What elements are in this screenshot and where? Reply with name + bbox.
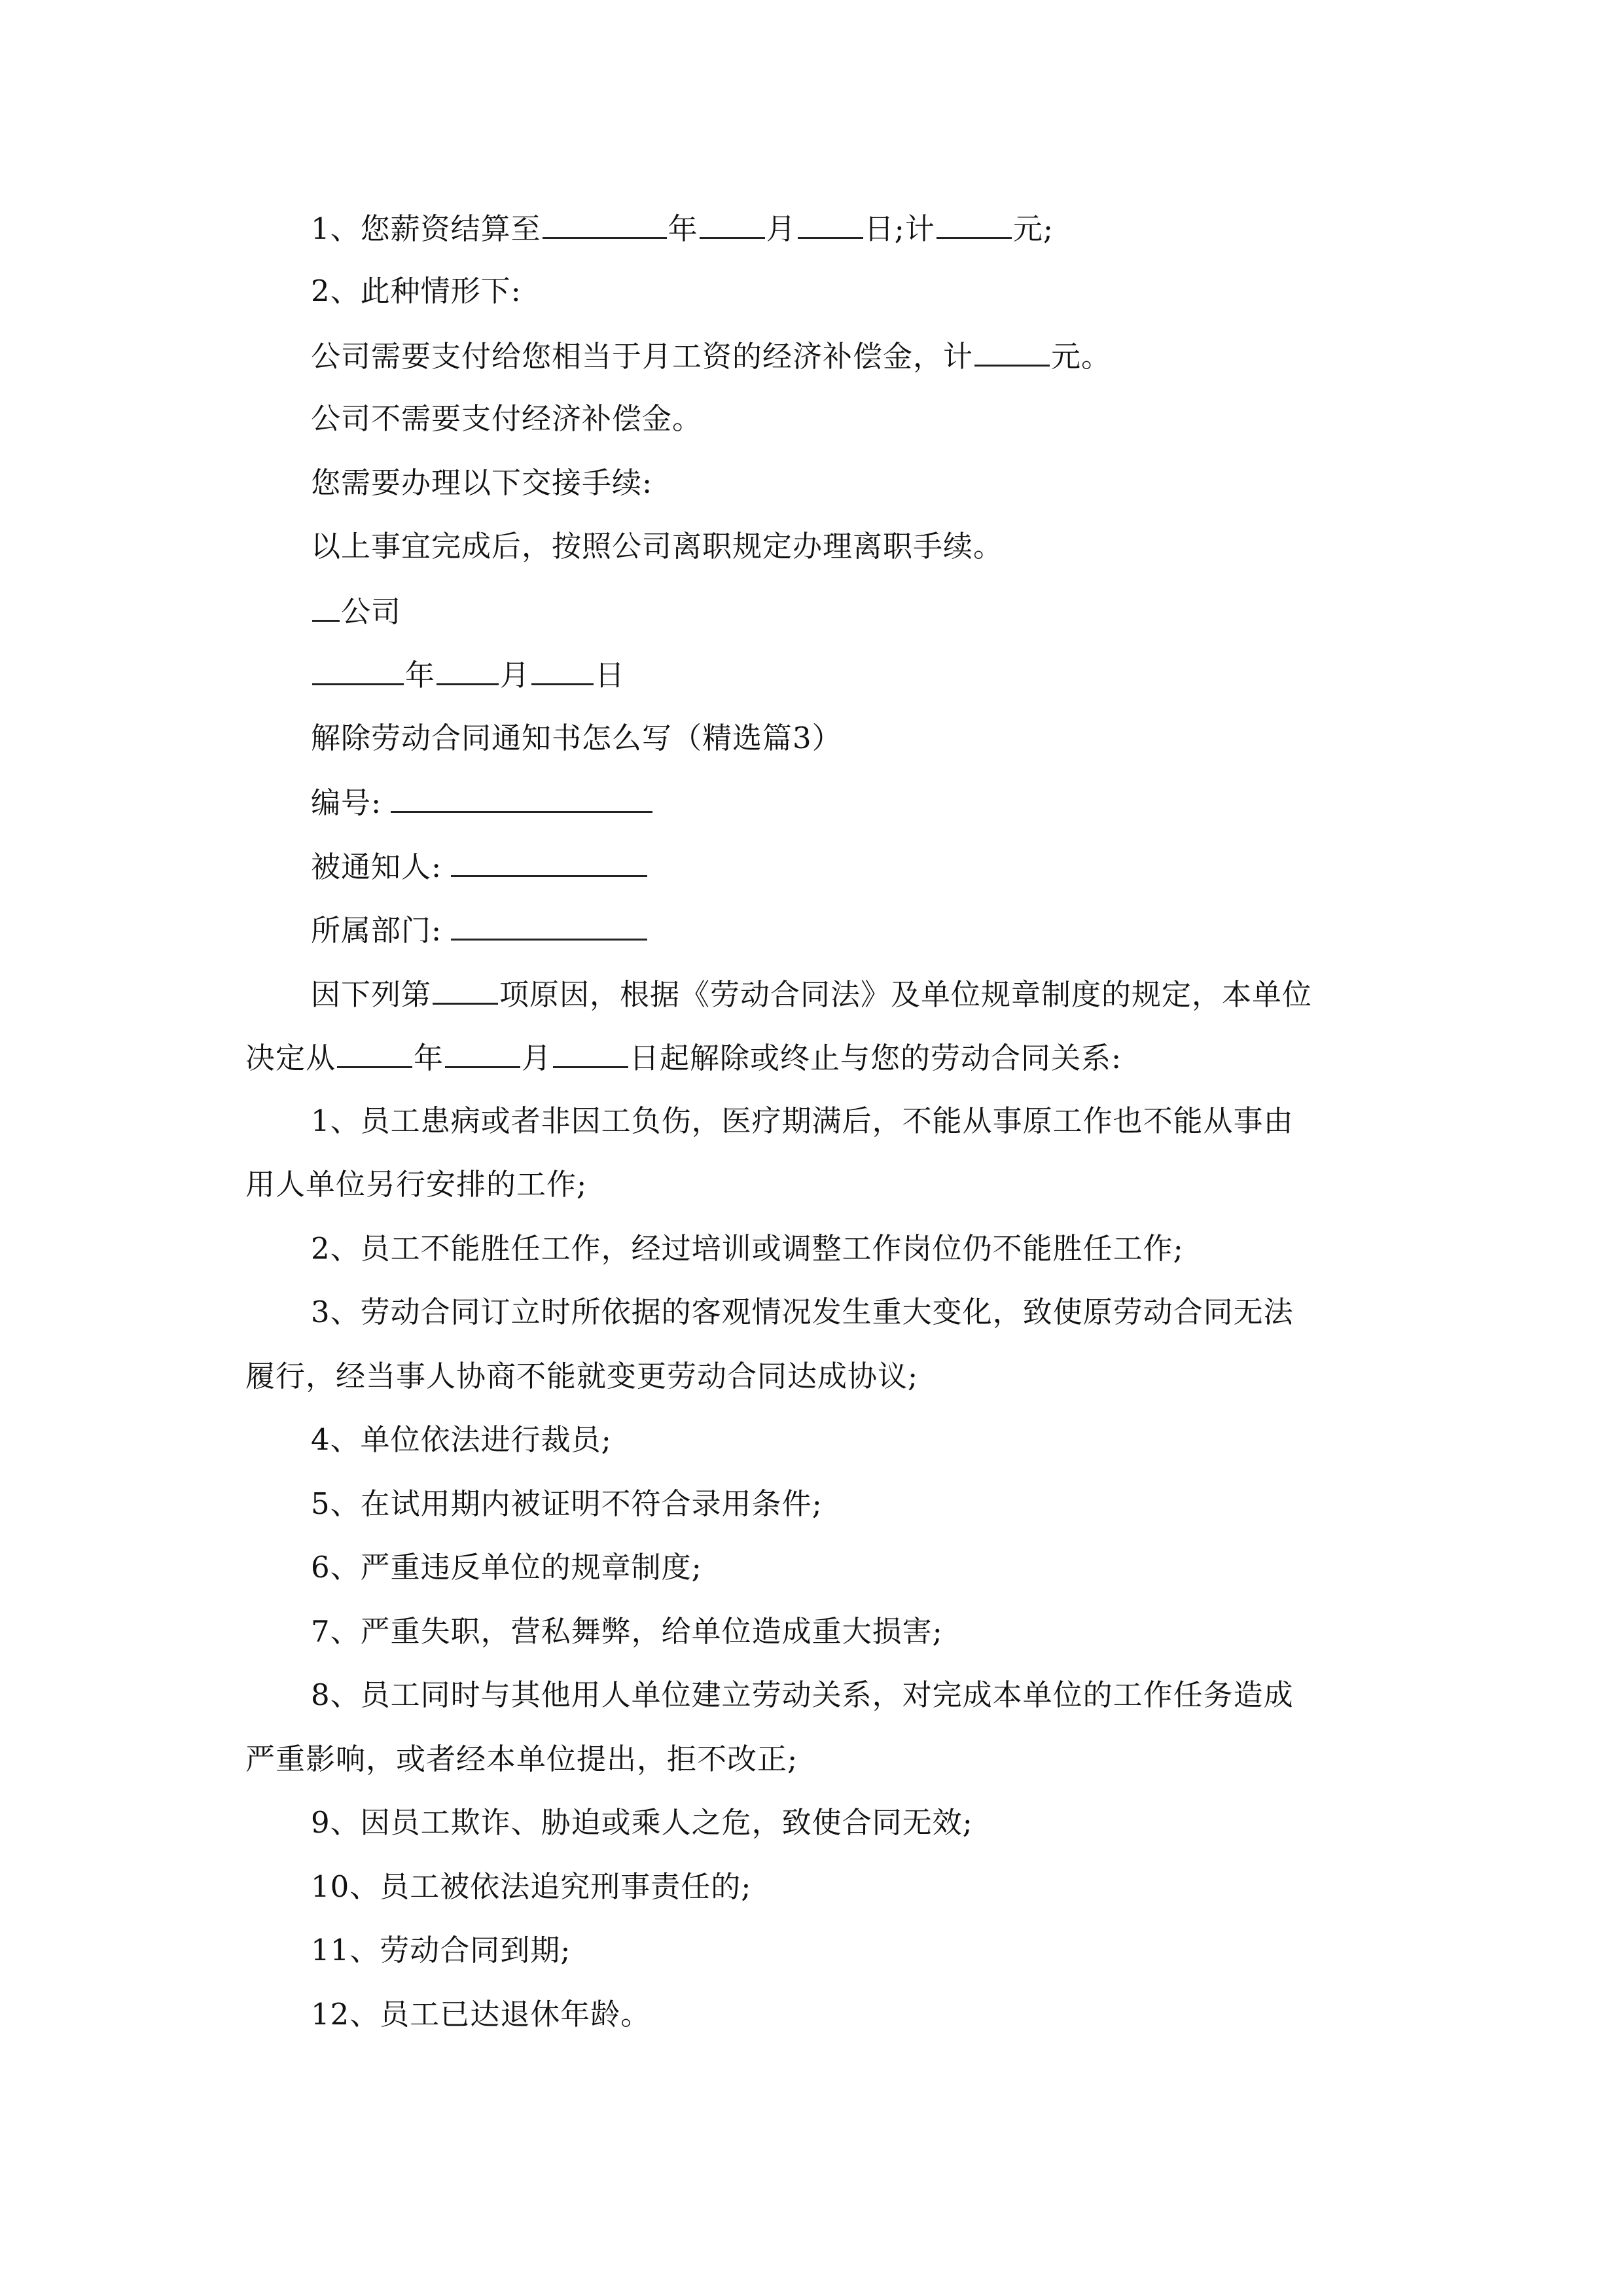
compensation-amount-blank	[974, 336, 1050, 367]
reason-item-3: 3、劳动合同订立时所依据的客观情况发生重大变化，致使原劳动合同无法	[311, 1295, 1294, 1329]
sign-day-blank	[531, 655, 594, 685]
reason-item-1-continued: 用人单位另行安排的工作;	[245, 1167, 588, 1202]
reason-item-2: 2、员工不能胜任工作，经过培训或调整工作岗位仍不能胜任工作;	[311, 1231, 1184, 1266]
department-line: 所属部门:	[311, 910, 1450, 949]
section-title: 解除劳动合同通知书怎么写（精选篇3）	[311, 721, 842, 755]
reason-item-8-continued: 严重影响，或者经本单位提出，拒不改正;	[245, 1742, 798, 1776]
termination-day-blank	[553, 1037, 628, 1068]
salary-settlement-label: 1、您薪资结算至	[311, 211, 541, 246]
reason-item-1: 1、员工患病或者非因工负伤，医疗期满后，不能从事原工作也不能从事由	[311, 1103, 1294, 1138]
reason-item-9: 9、因员工欺诈、胁迫或乘人之危，致使合同无效;	[311, 1805, 973, 1840]
reason-item-6: 6、严重违反单位的规章制度;	[311, 1550, 702, 1585]
day-total-label: 日;计	[864, 211, 935, 246]
serial-number-blank	[391, 782, 652, 813]
reason-item-blank	[433, 974, 498, 1005]
situation-line: 2、此种情形下:	[311, 274, 522, 308]
company-signature-line	[311, 591, 1450, 630]
signature-date-line: 年 月 日	[311, 655, 1450, 694]
company-name-blank	[312, 591, 340, 622]
reason-item-7: 7、严重失职，营私舞弊，给单位造成重大损害;	[311, 1614, 943, 1649]
no-compensation-line: 公司不需要支付经济补偿金。	[311, 401, 703, 436]
compensation-line: 公司需要支付给您相当于月工资的经济补偿金，计 元。	[311, 336, 1450, 375]
notified-person-blank	[451, 846, 647, 877]
reason-item-4: 4、单位依法进行裁员;	[311, 1422, 612, 1457]
notified-person-line: 被通知人:	[311, 846, 1450, 886]
department-blank	[451, 910, 647, 941]
resignation-procedure-line: 以上事宜完成后，按照公司离职规定办理离职手续。	[311, 529, 1004, 564]
reason-item-5: 5、在试用期内被证明不符合录用条件;	[311, 1486, 823, 1521]
reason-item-10: 10、员工被依法追究刑事责任的;	[311, 1869, 752, 1904]
reason-line: 因下列第 项原因，根据《劳动合同法》及单位规章制度的规定，本单位	[311, 974, 1450, 1013]
reason-item-3-continued: 履行，经当事人协商不能就变更劳动合同达成协议;	[245, 1359, 919, 1393]
month-label: 月	[766, 211, 796, 246]
month-blank	[700, 208, 765, 239]
salary-settlement-line	[311, 208, 1450, 247]
handover-line: 您需要办理以下交接手续:	[311, 465, 653, 500]
termination-year-blank	[337, 1037, 412, 1068]
year-blank	[543, 208, 667, 239]
sign-month-blank	[437, 655, 499, 685]
serial-number-line: 编号:	[311, 782, 1450, 821]
reason-item-12: 12、员工已达退休年龄。	[311, 1997, 651, 2032]
amount-blank	[936, 208, 1012, 239]
termination-date-line: 决定从 年 月 日起解除或终止与您的劳动合同关系:	[245, 1037, 1384, 1077]
termination-month-blank	[445, 1037, 520, 1068]
day-blank	[798, 208, 863, 239]
sign-year-blank	[312, 655, 404, 685]
reason-item-11: 11、劳动合同到期;	[311, 1933, 571, 1967]
company-label: 公司	[341, 594, 402, 629]
year-label: 年	[668, 211, 698, 246]
yuan-label: 元;	[1012, 211, 1054, 246]
reason-item-8: 8、员工同时与其他用人单位建立劳动关系，对完成本单位的工作任务造成	[311, 1677, 1294, 1712]
